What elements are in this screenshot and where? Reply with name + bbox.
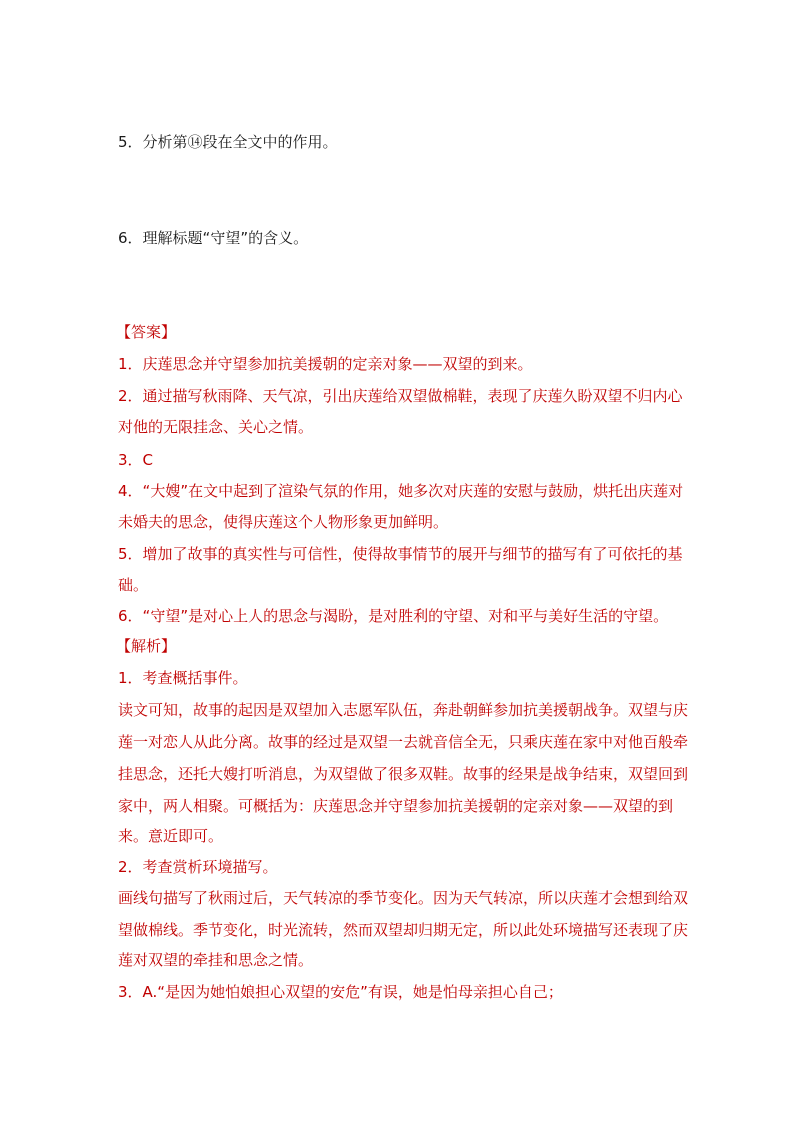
answer-2: 2．通过描写秋雨降、天气凉，引出庆莲给双望做棉鞋，表现了庆莲久盼双望不归内心 <box>118 387 683 405</box>
analysis-1-line: 莲一对恋人从此分离。故事的经过是双望一去就音信全无，只乘庆莲在家中对他百般牵 <box>118 733 689 751</box>
answer-6: 6．“守望”是对心上人的思念与渴盼，是对胜利的守望、对和平与美好生活的守望。 <box>118 607 669 625</box>
answer-3: 3．C <box>118 451 154 469</box>
answer-heading: 【答案】 <box>116 323 177 341</box>
analysis-1-title: 1．考查概括事件。 <box>118 669 248 687</box>
analysis-2-line: 望做棉线。季节变化，时光流转，然而双望却归期无定，所以此处环境描写还表现了庆 <box>118 921 689 939</box>
analysis-2-line: 莲对双望的牵挂和思念之情。 <box>118 951 314 969</box>
answer-4: 4．“大嫂”在文中起到了渲染气氛的作用，她多次对庆莲的安慰与鼓励，烘托出庆莲对 <box>118 482 684 500</box>
answer-2-cont: 对他的无限挂念、关心之情。 <box>118 418 314 436</box>
answer-4-cont: 未婚夫的思念，使得庆莲这个人物形象更加鲜明。 <box>118 513 449 531</box>
analysis-1-line: 挂思念，还托大嫂打听消息，为双望做了很多双鞋。故事的经果是战争结束，双望回到 <box>118 765 689 783</box>
answer-5-cont: 础。 <box>118 576 149 594</box>
analysis-2-line: 画线句描写了秋雨过后，天气转凉的季节变化。因为天气转凉，所以庆莲才会想到给双 <box>118 889 689 907</box>
analysis-heading: 【解析】 <box>116 637 177 655</box>
answer-5: 5．增加了故事的真实性与可信性，使得故事情节的展开与细节的描写有了可依托的基 <box>118 545 683 563</box>
analysis-1-line: 家中，两人相聚。可概括为：庆莲思念并守望参加抗美援朝的定亲对象——双望的到 <box>118 797 674 815</box>
analysis-2-title: 2．考查赏析环境描写。 <box>118 858 278 876</box>
question-5: 5．分析第⑭段在全文中的作用。 <box>118 133 338 151</box>
analysis-3-title: 3．A.“是因为她怕娘担心双望的安危”有误，她是怕母亲担心自己； <box>118 983 563 1001</box>
answer-1: 1．庆莲思念并守望参加抗美援朝的定亲对象——双望的到来。 <box>118 355 533 373</box>
analysis-1-line: 来。意近即可。 <box>118 827 224 845</box>
question-6: 6．理解标题“守望”的含义。 <box>118 229 309 247</box>
analysis-1-line: 读文可知，故事的起因是双望加入志愿军队伍，奔赴朝鲜参加抗美援朝战争。双望与庆 <box>118 701 689 719</box>
